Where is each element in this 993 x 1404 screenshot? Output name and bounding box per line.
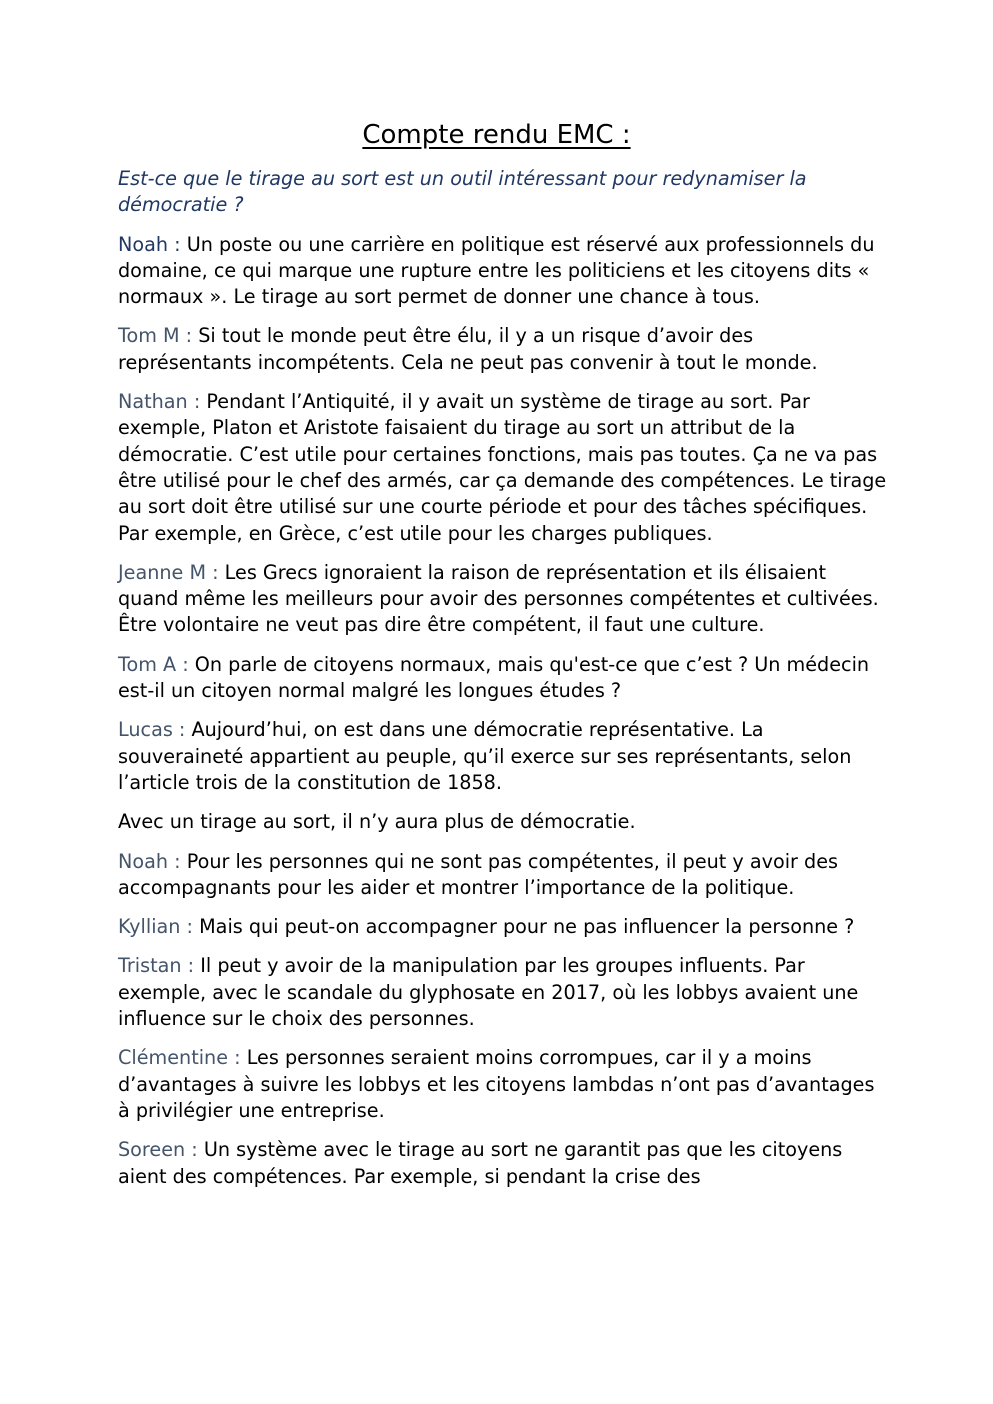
paragraph: [118, 1045, 888, 1124]
speaker-name: Clémentine :: [118, 1046, 247, 1070]
paragraph-text: Pendant l’Antiquité, il y avait un système de tirage au sort. Par exemple, Platon et Aristote faisaient du tirage au sort un attribut de la démocratie. C’est utile pour certaines fonctions, mais pas toutes. Ça ne va pas être utilisé pour le chef des armés, car ça demande des compétences. Le tirage au sort doit être utilisé sur une courte période et pour des tâches spécifiques. Par exemple, en Grèce, c’est utile pour les charges publiques.: [118, 390, 887, 545]
paragraph: [118, 323, 888, 376]
speaker-name: Jeanne M :: [118, 560, 225, 584]
paragraph: [118, 717, 888, 796]
speaker-name: Lucas :: [118, 718, 192, 742]
discussion-question: Est-ce que le tirage au sort est un outil intéressant pour redynamiser la démocratie ?: [118, 167, 807, 217]
document-title: Compte rendu EMC :: [362, 120, 631, 150]
speaker-name: Kyllian :: [118, 915, 200, 939]
paragraph: [118, 232, 888, 311]
paragraph: [118, 914, 888, 940]
speaker-name: Tom M :: [118, 324, 199, 348]
paragraph: [118, 389, 888, 547]
paragraph-text: Avec un tirage au sort, il n’y aura plus de démocratie.: [118, 810, 636, 834]
paragraph: [118, 809, 888, 835]
speaker-name: Noah :: [118, 849, 187, 873]
document-body: [118, 166, 888, 1203]
paragraph: [118, 849, 888, 902]
paragraph-text: Il peut y avoir de la manipulation par les groupes influents. Par exemple, avec le scandale du glyphosate en 2017, où les lobbys avaient une influence sur le choix des personnes.: [118, 954, 859, 1031]
paragraph-text: Les personnes seraient moins corrompues, car il y a moins d’avantages à suivre les lobbys et les citoyens lambdas n’ont pas d’avantages à privilégier une entreprise.: [118, 1046, 875, 1122]
paragraph-text: Un système avec le tirage au sort ne garantit pas que les citoyens aient des compétences. Par exemple, si pendant la crise des: [118, 1138, 843, 1188]
paragraph-text: Pour les personnes qui ne sont pas compétentes, il peut y avoir des accompagnants pour les aider et montrer l’importance de la politique.: [118, 849, 839, 899]
speaker-name: Soreen :: [118, 1138, 204, 1162]
paragraph: [118, 560, 888, 639]
speaker-name: Tom A :: [118, 652, 195, 676]
speaker-name: Tristan :: [118, 954, 201, 978]
paragraph-text: Un poste ou une carrière en politique est réservé aux professionnels du domaine, ce qui marque une rupture entre les politiciens et les citoyens dits « normaux ». Le tirage au sort permet de donner une chance à tous.: [118, 232, 875, 309]
paragraph-text: Aujourd’hui, on est dans une démocratie représentative. La souveraineté appartient au peuple, qu’il exerce sur ses représentants, selon l’article trois de la constitution de 1858.: [118, 718, 852, 794]
paragraph: [118, 953, 888, 1032]
paragraph-text: Les Grecs ignoraient la raison de représentation et ils élisaient quand même les meilleurs pour avoir des personnes compétentes et cultivées. Être volontaire ne veut pas dire être compétent, il faut une culture.: [118, 560, 879, 637]
speaker-name: Nathan :: [118, 390, 207, 414]
paragraph: [118, 652, 888, 705]
paragraph-text: Mais qui peut-on accompagner pour ne pas influencer la personne ?: [199, 915, 855, 939]
paragraph-text: Si tout le monde peut être élu, il y a un risque d’avoir des représentants incompétents. Cela ne peut pas convenir à tout le monde.: [118, 324, 818, 374]
paragraph: [118, 1137, 888, 1190]
paragraph-text: On parle de citoyens normaux, mais qu'est-ce que c’est ? Un médecin est-il un citoyen normal malgré les longues études ?: [118, 652, 870, 703]
speaker-name: Noah :: [118, 232, 187, 256]
